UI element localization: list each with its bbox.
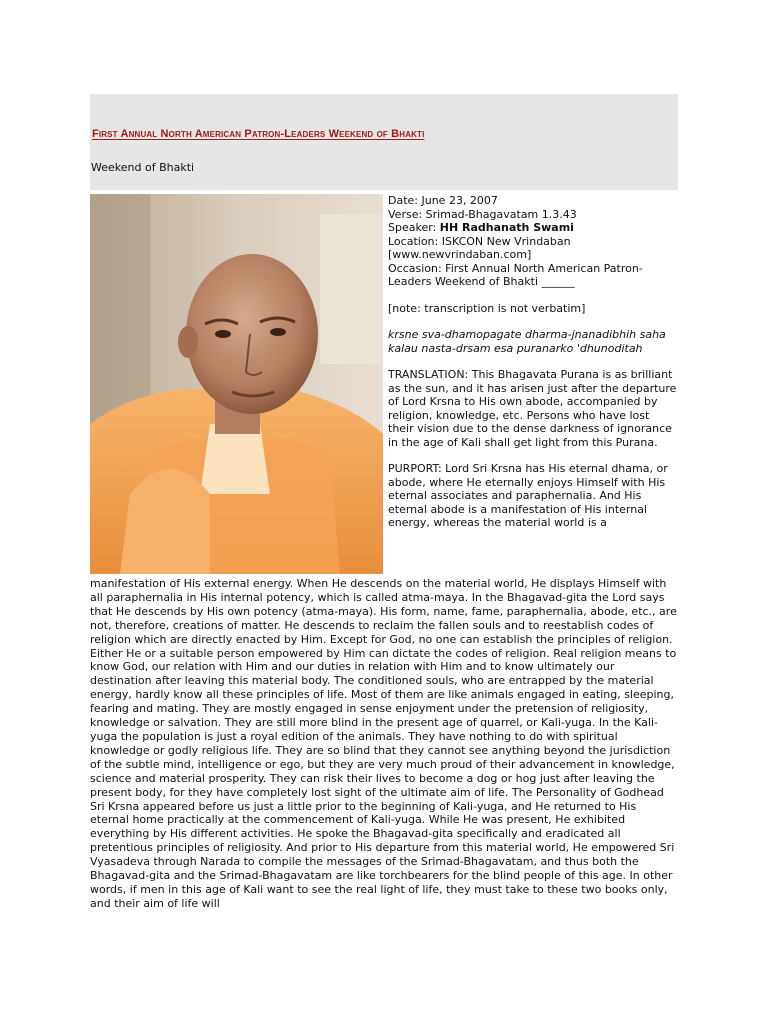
- date-line: Date: June 23, 2007: [388, 194, 498, 207]
- occasion-line: Occasion: First Annual North American Patron-Leaders Weekend of Bhakti ______: [388, 261, 643, 288]
- speaker-photo: [90, 194, 383, 574]
- sermon-details: [388, 194, 678, 530]
- translation-paragraph: TRANSLATION: This Bhagavata Purana is as brilliant as the sun, and it has arisen just after the departure of Lord Krsna to His own abode, accompanied by religion, knowledge, etc. Persons who have lost their vision due to the dense darkness of ignorance in the age of Kali shall get light from this Purana.: [388, 368, 677, 449]
- document-page: [90, 94, 678, 918]
- sanskrit-verse-line-2: kalau nasta-drsam esa puranarko 'dhunoditah: [388, 341, 643, 355]
- title-text: First Annual North American Patron-Leaders Weekend of Bhakti: [92, 128, 425, 140]
- document-subtitle: Weekend of Bhakti: [91, 161, 195, 174]
- sanskrit-verse-line-1: krsne sva-dhamopagate dharma-jnanadibhih saha: [388, 328, 666, 341]
- document-title: [92, 128, 424, 140]
- transcription-note: [note: transcription is not verbatim]: [388, 301, 586, 315]
- website-line: [www.newvrindaban.com]: [388, 248, 532, 261]
- verse-line: Verse: Srimad-Bhagavatam 1.3.43: [388, 207, 577, 221]
- purport-paragraph-start: PURPORT: Lord Sri Krsna has His eternal dhama, or abode, where He eternally enjoys Himself with His eternal associates and paraphernalia. And His eternal abode is a manifestation of His internal energy, whereas the material world is a: [388, 462, 668, 529]
- location-line: Location: ISKCON New Vrindaban: [388, 234, 571, 248]
- speaker-name: HH Radhanath Swami: [439, 221, 574, 234]
- speaker-label: Speaker:: [388, 221, 440, 234]
- speaker-portrait-image: [90, 194, 383, 574]
- speaker-line: [388, 221, 678, 235]
- purport-paragraph-continued: manifestation of His external energy. When He descends on the material world, He displays Himself with all paraphernalia in His internal potency, which is called atma-maya. In the Bhagavad-gita the Lord says that He descends by His own potency (atma-maya). His form, name, fame, paraphernalia, abode, etc., are not, therefore, creations of matter. He descends to reclaim the fallen souls and to reestablish codes of religion which are directly enacted by Him. Except for God, no one can establish the principles of religion. Either He or a suitable person empowered by Him can dictate the codes of religion. Real religion means to know God, our relation with Him and our duties in relation with Him and to know ultimately our destination after leaving this material body. The conditioned souls, who are entrapped by the material energy, hardly know all these principles of life. Most of them are like animals engaged in eating, sleeping, fearing and mating. They are mostly engaged in sense enjoyment under the pretension of religiosity, knowledge or salvation. They are still more blind in the present age of quarrel, or Kali-yuga. In the Kali-yuga the population is just a royal edition of the animals. They have nothing to do with spiritual knowledge or godly religious life. They are so blind that they cannot see anything beyond the jurisdiction of the subtle mind, intelligence or ego, but they are very much proud of their advancement in knowledge, science and material prosperity. They can risk their lives to become a dog or hog just after leaving the present body, for they have completely lost sight of the ultimate aim of life. The Personality of Godhead Sri Krsna appeared before us just a little prior to the beginning of Kali-yuga, and He returned to His eternal home practically at the commencement of Kali-yuga. While He was present, He exhibited everything by His different activities. He spoke the Bhagavad-gita specifically and eradicated all pretentious principles of religiosity. And prior to His departure from this material world, He empowered Sri Vyasadeva through Narada to compile the messages of the Srimad-Bhagavatam, and thus both the Bhagavad-gita and the Srimad-Bhagavatam are like torchbearers for the blind people of this age. In other words, if men in this age of Kali want to see the real light of life, they must take to these two books only, and their aim of life will: [90, 577, 677, 910]
